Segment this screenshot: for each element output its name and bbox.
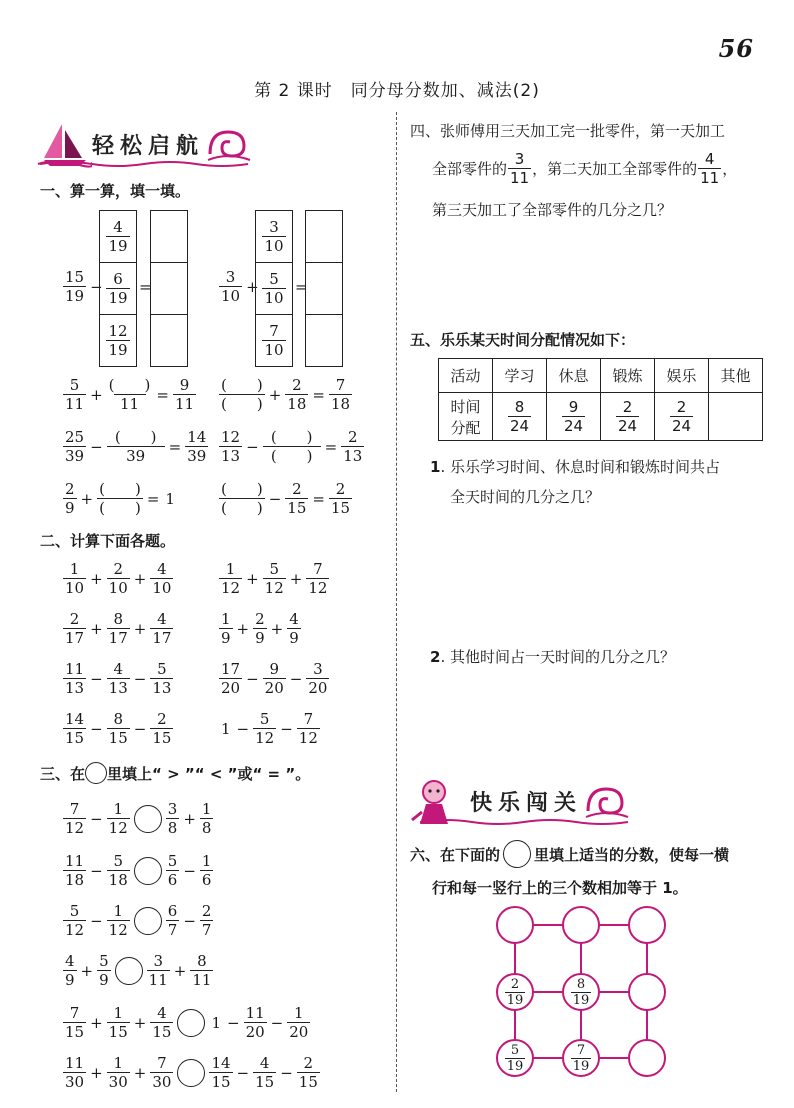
operator: + [289, 569, 303, 588]
fraction: $\frac{7}{12}$ [308, 560, 328, 597]
calc-exercise [62, 560, 174, 597]
answer-box[interactable] [306, 211, 342, 263]
fraction: $\frac{4}{13}$ [108, 660, 128, 697]
operator: − [246, 669, 259, 688]
fraction: $\frac{5}{9}$ [99, 952, 109, 989]
circle-icon [503, 840, 531, 868]
calc-exercise [62, 710, 174, 747]
section4-line1: 四、张师傅用三天加工完一批零件，第一天加工 [410, 122, 726, 140]
fraction: $\frac{3}{8}$ [167, 800, 178, 837]
fraction: $\frac{5}{13}$ [152, 660, 172, 697]
fraction: $\frac{3}{20}$ [308, 660, 328, 697]
fraction: $\frac{14}{15}$ [65, 710, 85, 747]
operator: + [270, 619, 284, 638]
section1-group-b-answers [305, 210, 343, 367]
blank-fraction[interactable]: $\frac{( )}{11}$ [108, 376, 151, 413]
operator: + [133, 569, 147, 588]
fraction: $\frac{6}{7}$ [167, 902, 178, 939]
fill-row-3-right: $\frac{( )}{( )}$ − $\frac{2}{15}$ = $\frac{2}{15}$ [221, 480, 351, 517]
operator: + [90, 1013, 103, 1032]
operator: − [133, 669, 147, 688]
operator: − [133, 719, 147, 738]
fraction: $\frac{5}{12}$ [264, 560, 284, 597]
circle-icon [85, 762, 107, 784]
table-cell-empty[interactable] [709, 393, 763, 441]
page-number: 56 [718, 34, 754, 63]
answer-box[interactable] [151, 315, 187, 366]
banner-underline [40, 160, 250, 168]
compare-circle[interactable] [177, 1009, 205, 1037]
operator: − [236, 1063, 250, 1082]
fill-row-2-left: $\frac{25}{39}$ − $\frac{( )}{39}$ = $\frac{14}{39}$ [65, 428, 207, 465]
section3-title: 三、在 里填上“ > ”“ < ”或“ = ”。 [40, 762, 310, 784]
fraction: $\frac{4}{9}$ [289, 610, 299, 647]
fraction: $\frac{1}{6}$ [201, 852, 212, 889]
operator: − [90, 669, 103, 688]
grid-circle-fraction: $\frac{5}{19}$ [496, 1039, 534, 1077]
table-header: 锻炼 [601, 359, 655, 393]
grid-circle-fraction: $\frac{7}{19}$ [562, 1039, 600, 1077]
fraction: $\frac{9}{20}$ [264, 660, 284, 697]
operator: + [246, 569, 259, 588]
fraction: $\frac{7}{15}$ [65, 1004, 85, 1041]
fraction: $\frac{1}{8}$ [201, 800, 212, 837]
comparison-row [62, 852, 214, 889]
calc-exercise [62, 610, 174, 647]
comparison-row [62, 952, 214, 989]
operator: + [90, 569, 103, 588]
grid-circle-empty[interactable] [628, 973, 666, 1011]
fraction: $\frac{1}{30}$ [108, 1054, 128, 1091]
fraction: $\frac{11}{18}$ [65, 852, 85, 889]
section1-group-b-operands: $\frac{3}{10}$ $\frac{5}{10}$ $\frac{7}{10}$ [255, 210, 293, 367]
fraction: $\frac{14}{15}$ [211, 1054, 231, 1091]
fill-row-1-left: $\frac{5}{11}$ + $\frac{( )}{11}$ = $\frac{9}{11}$ [65, 376, 195, 413]
equals-sign: = [139, 278, 152, 296]
comparison-row [62, 800, 214, 837]
fraction: $\frac{1}{12}$ [108, 800, 128, 837]
blank-fraction[interactable]: $\frac{( )}{39}$ [107, 428, 165, 465]
operator: − [289, 669, 303, 688]
operator: − [226, 1013, 240, 1032]
fraction: $\frac{2}{15}$ [152, 710, 172, 747]
grid-circle-fraction: $\frac{2}{19}$ [496, 973, 534, 1011]
fraction: $\frac{1}{10}$ [65, 560, 85, 597]
banner-title: 快乐闯关 [470, 790, 583, 816]
fraction: $\frac{5}{6}$ [167, 852, 178, 889]
operator: − [280, 1063, 293, 1082]
section5-title: 五、乐乐某天时间分配情况如下： [410, 331, 636, 349]
row-label: 时间 分配 [439, 393, 493, 441]
operator: + [133, 1013, 147, 1032]
calc-exercise [62, 660, 174, 697]
table-header: 休息 [547, 359, 601, 393]
operator: + [236, 619, 250, 638]
fraction: $\frac{4}{15}$ [152, 1004, 172, 1041]
fill-row-1-right: $\frac{( )}{( )}$ + $\frac{2}{18}$ = $\frac{7}{18}$ [221, 376, 351, 413]
operator: − [90, 911, 103, 930]
operator: − [183, 911, 196, 930]
table-header: 娱乐 [655, 359, 709, 393]
comparison-row [62, 1004, 311, 1041]
fraction: $\frac{7}{30}$ [152, 1054, 172, 1091]
section4-line2: 全部零件的 $\frac{3}{11}$ ，第二天加工全部零件的 $\frac{4}{11}$ ， [432, 150, 738, 187]
fraction: $\frac{5}{12}$ [255, 710, 275, 747]
grid-circle-empty[interactable] [496, 906, 534, 944]
section4-line3: 第三天加工了全部零件的几分之几？ [432, 201, 673, 219]
fraction: $\frac{4}{9}$ [65, 952, 75, 989]
fill-row-2-right: $\frac{12}{13}$ − $\frac{( )}{( )}$ = $\frac{2}{13}$ [221, 428, 363, 465]
answer-box[interactable] [151, 263, 187, 315]
section1-group-b-lhs: $\frac{3}{10}$ + [221, 268, 259, 305]
section2-title: 二、计算下面各题。 [40, 532, 176, 550]
table-header: 其他 [709, 359, 763, 393]
fraction: $\frac{4}{10}$ [152, 560, 172, 597]
compare-circle[interactable] [134, 857, 162, 885]
fraction: $\frac{1}{20}$ [289, 1004, 309, 1041]
section1-group-a-answers [150, 210, 188, 367]
answer-box[interactable] [151, 211, 187, 263]
fraction: $\frac{8}{15}$ [108, 710, 128, 747]
operator: + [90, 1063, 103, 1082]
table-cell: $\frac{9}{24}$ [547, 393, 601, 441]
answer-box[interactable] [306, 315, 342, 366]
operator: − [270, 1013, 284, 1032]
table-cell: $\frac{2}{24}$ [655, 393, 709, 441]
banner-title: 轻松启航 [92, 133, 205, 159]
operator: + [133, 1063, 147, 1082]
fraction: $\frac{2}{9}$ [255, 610, 265, 647]
equals-sign: = [295, 278, 308, 296]
operator: + [90, 619, 103, 638]
operator: 1 [211, 1013, 221, 1032]
operator: − [90, 719, 103, 738]
fraction: $\frac{5}{12}$ [65, 902, 85, 939]
fraction: $\frac{1}{12}$ [221, 560, 241, 597]
calc-exercise [218, 560, 330, 597]
comparison-row [62, 1054, 321, 1091]
table-cell: $\frac{8}{24}$ [493, 393, 547, 441]
fraction: $\frac{1}{9}$ [221, 610, 231, 647]
fraction: $\frac{3}{11}$ [148, 952, 168, 989]
operator: + [173, 961, 187, 980]
answer-box[interactable] [306, 263, 342, 315]
section5-q1-line2: 全天时间的几分之几？ [450, 488, 601, 506]
fraction: $\frac{17}{20}$ [221, 660, 241, 697]
operator: 1 [221, 719, 231, 738]
operator: + [183, 809, 196, 828]
section5-q2: 2. 其他时间占一天时间的几分之几？ [430, 648, 675, 666]
fraction: $\frac{8}{17}$ [108, 610, 128, 647]
blank-fraction[interactable]: $\frac{( )}{( )}$ [263, 428, 321, 465]
section6-title: 六、在下面的 里填上适当的分数，使每一横 [410, 840, 729, 868]
fraction: $\frac{11}{30}$ [65, 1054, 85, 1091]
operator: − [90, 809, 103, 828]
fraction: $\frac{2}{10}$ [108, 560, 128, 597]
compare-circle[interactable] [134, 907, 162, 935]
banner-underline [420, 818, 630, 826]
section6-line2: 行和每一竖行上的三个数相加等于 1。 [432, 879, 688, 897]
swirl-ornament-icon [582, 781, 630, 821]
fill-row-3-left: $\frac{2}{9}$ + $\frac{( )}{( )}$ = 1 [65, 480, 175, 517]
fraction: $\frac{2}{15}$ [298, 1054, 318, 1091]
grid-circle-empty[interactable] [562, 906, 600, 944]
fraction: $\frac{1}{15}$ [108, 1004, 128, 1041]
compare-circle[interactable] [177, 1059, 205, 1087]
fraction: $\frac{11}{20}$ [245, 1004, 265, 1041]
grid-circle-empty[interactable] [628, 906, 666, 944]
operator: − [236, 719, 250, 738]
operator: − [280, 719, 293, 738]
compare-circle[interactable] [134, 805, 162, 833]
table-cell: $\frac{2}{24}$ [601, 393, 655, 441]
fraction: $\frac{1}{12}$ [108, 902, 128, 939]
time-allocation-table [438, 358, 763, 441]
operator: − [183, 861, 196, 880]
fraction: $\frac{8}{11}$ [192, 952, 212, 989]
calc-exercise [218, 660, 330, 697]
fraction: $\frac{2}{7}$ [201, 902, 212, 939]
blank-fraction[interactable]: $\frac{( )}{( )}$ [99, 480, 141, 517]
calc-exercise [218, 710, 321, 747]
grid-circle-fraction: $\frac{8}{19}$ [562, 973, 600, 1011]
section5-q1-line1: 1. 乐乐学习时间、休息时间和锻炼时间共占 [430, 458, 720, 476]
table-header: 学习 [493, 359, 547, 393]
column-divider [396, 112, 397, 1092]
comparison-row [62, 902, 214, 939]
fraction: $\frac{11}{13}$ [65, 660, 85, 697]
calc-exercise [218, 610, 302, 647]
section1-group-a-operands: $\frac{4}{19}$ $\frac{6}{19}$ $\frac{12}{19}$ [99, 210, 137, 367]
grid-circle-empty[interactable] [628, 1039, 666, 1077]
fraction: $\frac{7}{12}$ [65, 800, 85, 837]
fraction: $\frac{4}{17}$ [152, 610, 172, 647]
table-header: 活动 [439, 359, 493, 393]
section1-group-a-lhs: $\frac{15}{19}$ − [65, 268, 103, 305]
lesson-title: 第 2 课时 同分母分数加、减法(2) [254, 81, 540, 101]
operator: + [133, 619, 147, 638]
fraction: $\frac{4}{15}$ [255, 1054, 275, 1091]
fraction: $\frac{5}{18}$ [108, 852, 128, 889]
fraction: $\frac{7}{12}$ [298, 710, 318, 747]
operator: − [90, 861, 103, 880]
fraction: $\frac{15}{19}$ [65, 268, 85, 305]
fraction: $\frac{2}{17}$ [65, 610, 85, 647]
swirl-ornament-icon [204, 124, 252, 164]
operator: + [80, 961, 94, 980]
compare-circle[interactable] [115, 957, 143, 985]
section1-title: 一、算一算，填一填。 [40, 182, 191, 200]
blank-fraction[interactable]: $\frac{( )}{( )}$ [221, 376, 263, 413]
blank-fraction[interactable]: $\frac{( )}{( )}$ [221, 480, 263, 517]
